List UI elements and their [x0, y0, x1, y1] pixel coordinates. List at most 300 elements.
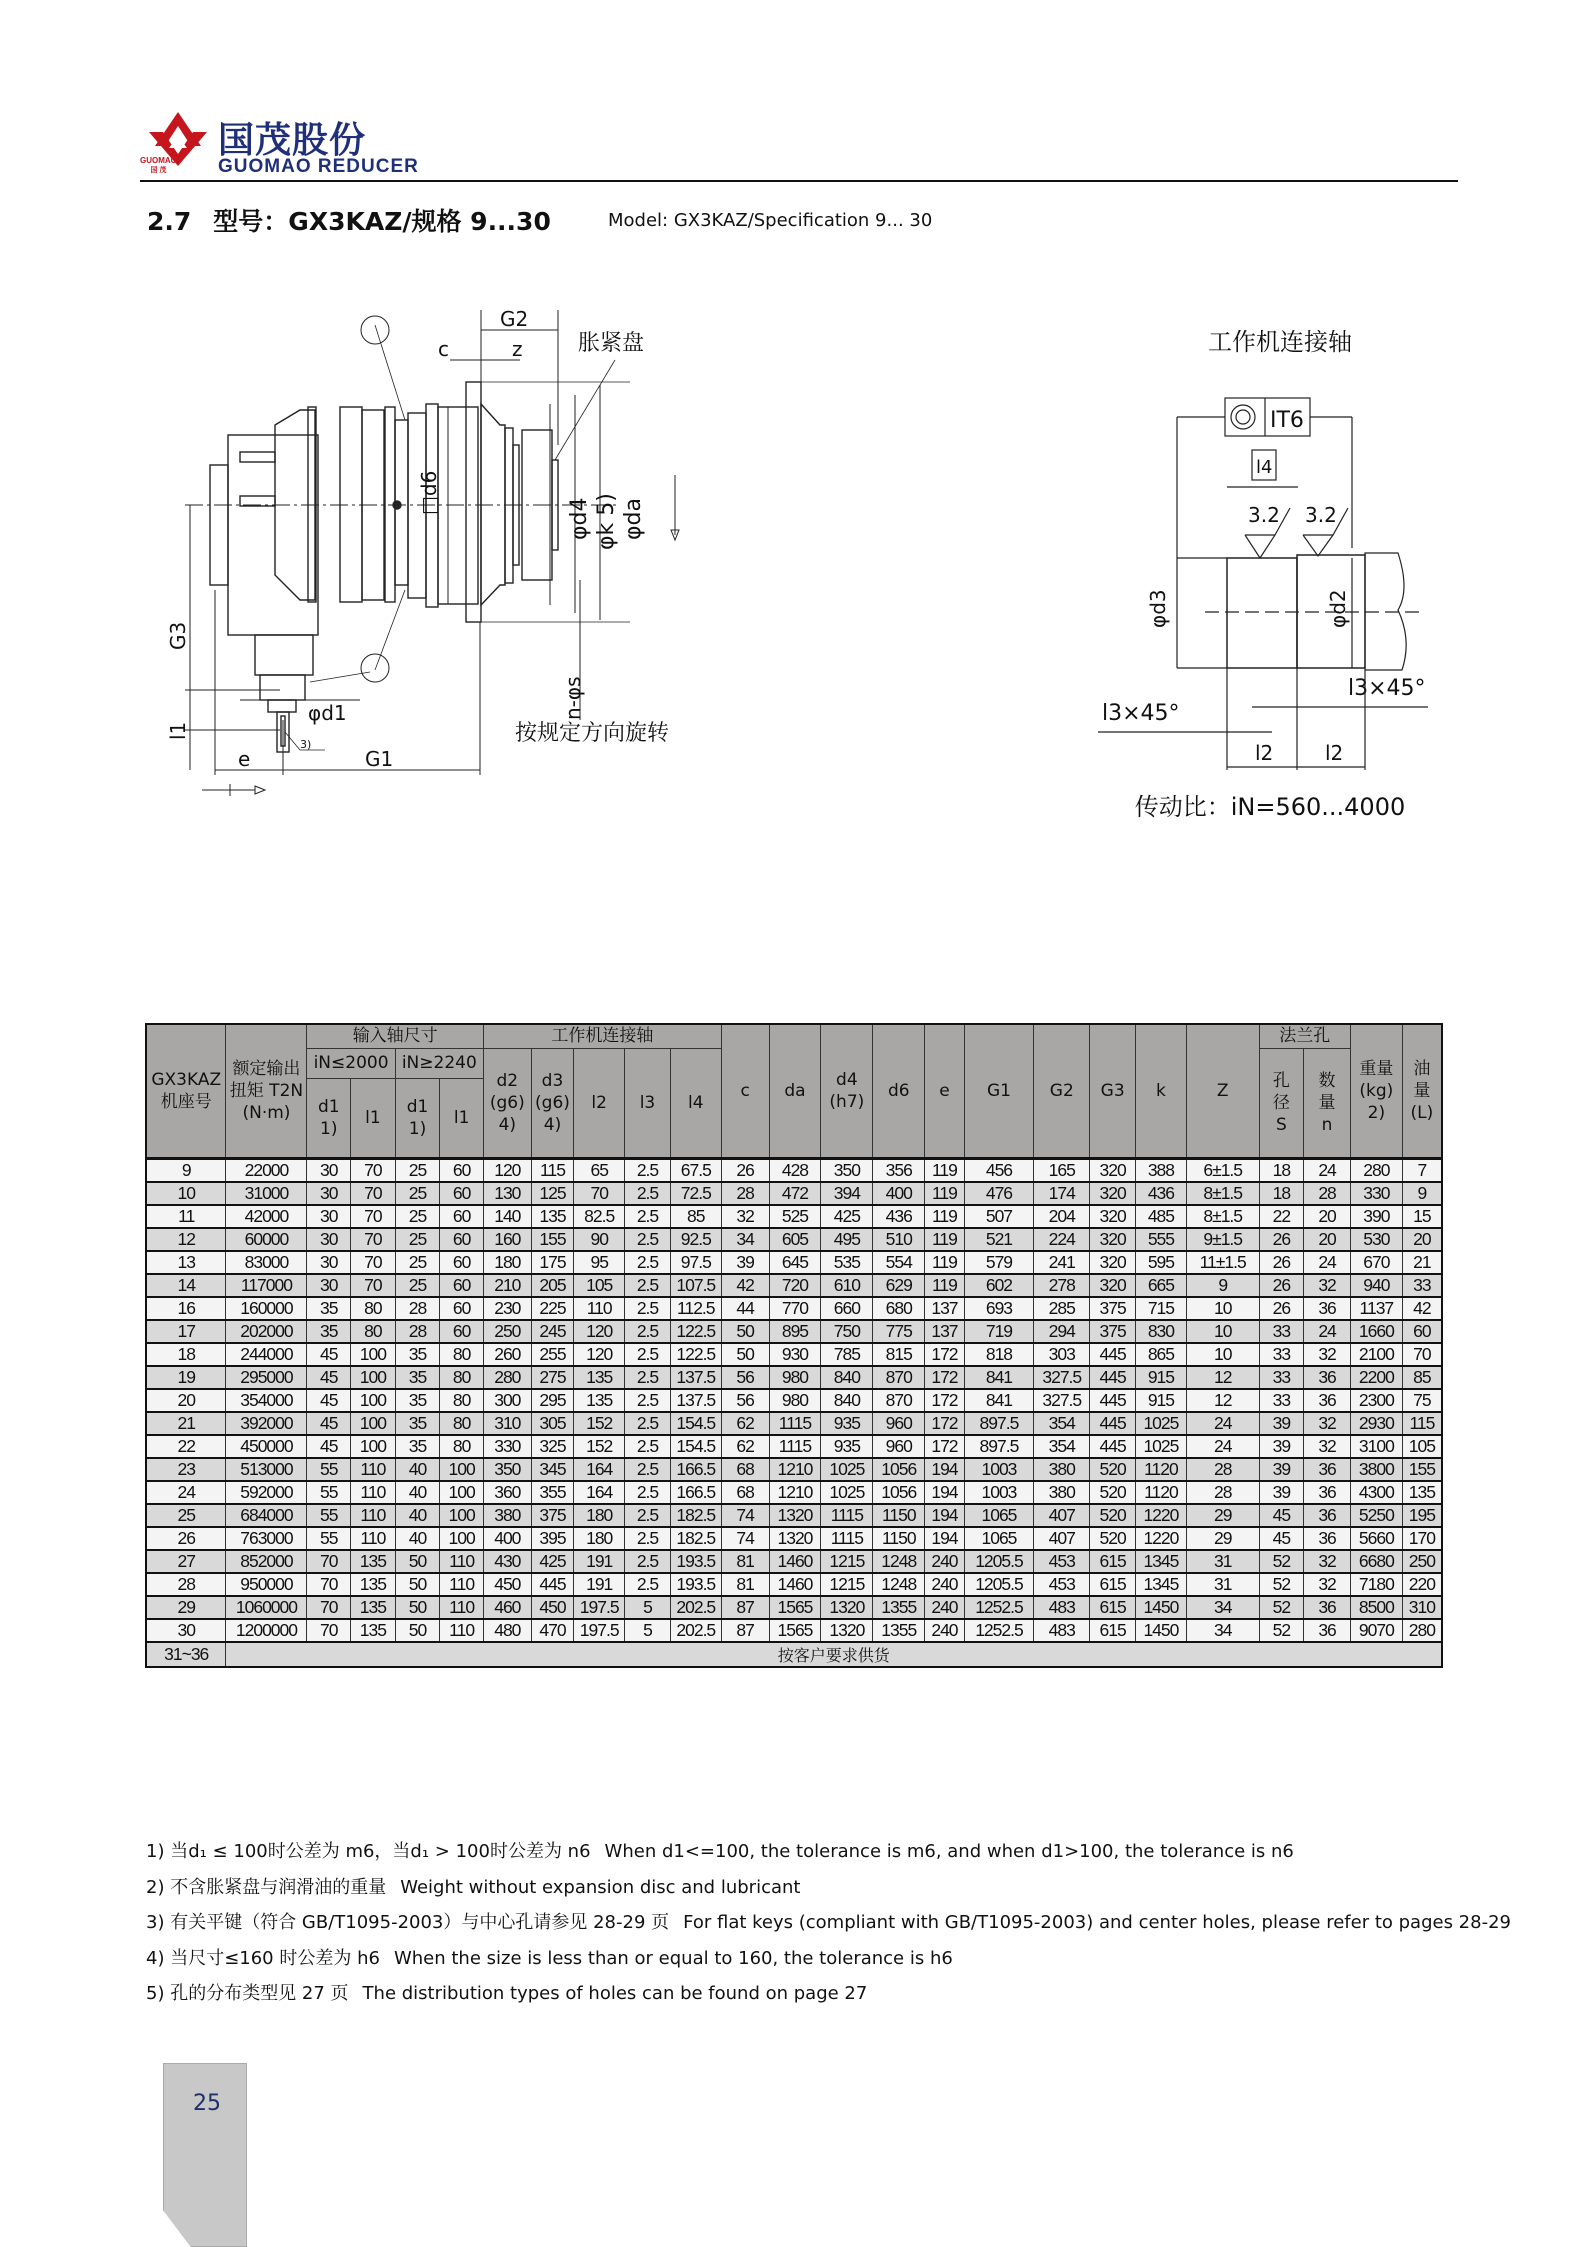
footnote-cn: 4) 当尺寸≤160 时公差为 h6: [146, 1947, 380, 1969]
table-cell: 60: [1402, 1320, 1442, 1343]
table-cell: 32: [1304, 1573, 1351, 1596]
table-cell: 24: [1186, 1435, 1259, 1458]
table-cell: 5: [625, 1596, 671, 1619]
table-cell: 610: [821, 1274, 873, 1297]
table-cell: 280: [483, 1366, 531, 1389]
table-cell: 28: [395, 1297, 440, 1320]
table-row: [146, 1274, 1442, 1297]
table-cell: 1252.5: [964, 1596, 1034, 1619]
table-cell: 172: [925, 1412, 964, 1435]
table-cell: 110: [440, 1550, 484, 1573]
table-cell: 436: [1135, 1182, 1186, 1205]
col-G3: G3: [1090, 1024, 1136, 1158]
table-cell: 770: [769, 1297, 821, 1320]
table-cell: 1460: [769, 1550, 821, 1573]
col-d1-a: d1 1): [307, 1078, 351, 1158]
table-cell: 45: [1259, 1504, 1304, 1527]
table-cell: 830: [1135, 1320, 1186, 1343]
table-cell: 152: [574, 1435, 625, 1458]
table-cell: 665: [1135, 1274, 1186, 1297]
table-cell: 320: [1090, 1205, 1136, 1228]
col-d2: d2 (g6) 4): [483, 1048, 531, 1158]
table-cell: 510: [873, 1228, 925, 1251]
table-cell: 26: [1259, 1251, 1304, 1274]
table-cell: 445: [1090, 1343, 1136, 1366]
table-cell: 55: [307, 1504, 351, 1527]
table-cell: 32: [1304, 1435, 1351, 1458]
table-cell: 2.5: [625, 1550, 671, 1573]
table-cell: 80: [440, 1389, 484, 1412]
table-cell: 90: [574, 1228, 625, 1251]
table-cell: 483: [1034, 1596, 1090, 1619]
table-cell: 7180: [1350, 1573, 1402, 1596]
label-G2: G2: [500, 307, 529, 331]
table-cell: 1115: [821, 1527, 873, 1550]
table-row: [146, 1619, 1442, 1642]
table-cell: 775: [873, 1320, 925, 1343]
table-cell: 172: [925, 1343, 964, 1366]
label-l4: l4: [1256, 457, 1273, 478]
table-cell: 25: [395, 1182, 440, 1205]
col-l2: l2: [574, 1048, 625, 1158]
table-cell: 1060000: [226, 1596, 307, 1619]
footnote-cn: 5) 孔的分布类型见 27 页: [146, 1983, 349, 2004]
table-cell: 425: [821, 1205, 873, 1228]
table-cell: 62: [721, 1412, 769, 1435]
table-cell: 327.5: [1034, 1366, 1090, 1389]
table-cell: 1205.5: [964, 1550, 1034, 1573]
label-G3: G3: [166, 621, 190, 650]
table-cell: 36: [1304, 1366, 1351, 1389]
table-cell: 350: [483, 1458, 531, 1481]
table-cell: 27: [146, 1550, 226, 1573]
table-cell: 240: [925, 1573, 964, 1596]
table-cell: 30: [307, 1158, 351, 1182]
table-cell: 112.5: [670, 1297, 721, 1320]
table-cell: 34: [1186, 1619, 1259, 1642]
table-row: [146, 1435, 1442, 1458]
table-cell: 36: [1304, 1458, 1351, 1481]
table-cell: 52: [1259, 1596, 1304, 1619]
table-cell: 9: [1186, 1274, 1259, 1297]
table-cell: 30: [307, 1182, 351, 1205]
table-cell: 42: [721, 1274, 769, 1297]
table-cell: 7: [1402, 1158, 1442, 1182]
table-cell: 33: [1402, 1274, 1442, 1297]
table-cell: 140: [483, 1205, 531, 1228]
table-cell: 60: [440, 1205, 484, 1228]
table-cell: 841: [964, 1366, 1034, 1389]
roughness-2: 3.2: [1305, 503, 1337, 527]
table-cell: 1003: [964, 1481, 1034, 1504]
table-cell: 26: [1259, 1228, 1304, 1251]
table-cell: 554: [873, 1251, 925, 1274]
table-cell: 2300: [1350, 1389, 1402, 1412]
table-cell: 1065: [964, 1504, 1034, 1527]
label-l2-right: l2: [1325, 741, 1344, 765]
table-cell: 2.5: [625, 1435, 671, 1458]
table-cell: 45: [307, 1343, 351, 1366]
table-cell: 18: [146, 1343, 226, 1366]
table-cell: 8±1.5: [1186, 1182, 1259, 1205]
table-cell: 100: [351, 1343, 396, 1366]
table-cell: 74: [721, 1504, 769, 1527]
table-cell: 445: [1090, 1389, 1136, 1412]
table-cell: 36: [1304, 1297, 1351, 1320]
table-cell: 39: [1259, 1458, 1304, 1481]
table-row: [146, 1504, 1442, 1527]
table-cell: 240: [925, 1596, 964, 1619]
table-cell: 32: [1304, 1274, 1351, 1297]
table-cell: 21: [1402, 1251, 1442, 1274]
table-cell: 895: [769, 1320, 821, 1343]
table-cell: 110: [351, 1458, 396, 1481]
footnote-cn: 2) 不含胀紧盘与润滑油的重量: [146, 1876, 387, 1898]
table-cell: 202000: [226, 1320, 307, 1343]
table-cell: 36: [1304, 1504, 1351, 1527]
table-cell: 1115: [769, 1435, 821, 1458]
table-cell: 164: [574, 1481, 625, 1504]
col-l4: l4: [670, 1048, 721, 1158]
table-cell: 42: [1402, 1297, 1442, 1320]
table-cell: 354: [1034, 1435, 1090, 1458]
table-cell: 120: [574, 1343, 625, 1366]
label-l2-left: l2: [1255, 741, 1274, 765]
table-cell: 35: [395, 1435, 440, 1458]
section-title: [147, 202, 551, 238]
table-cell: 28: [146, 1573, 226, 1596]
table-cell: 660: [821, 1297, 873, 1320]
table-cell: 119: [925, 1274, 964, 1297]
table-cell: 100: [351, 1366, 396, 1389]
table-cell: 4300: [1350, 1481, 1402, 1504]
table-cell: 719: [964, 1320, 1034, 1343]
table-cell: 28: [1304, 1182, 1351, 1205]
table-cell: 400: [873, 1182, 925, 1205]
table-cell: 55: [307, 1458, 351, 1481]
table-cell: 2930: [1350, 1412, 1402, 1435]
transmission-ratio: 传动比：iN=560...4000: [1134, 793, 1406, 821]
label-expansion-disc: 胀紧盘: [578, 331, 645, 356]
table-cell: 100: [440, 1504, 484, 1527]
col-d6: d6: [873, 1024, 925, 1158]
table-cell: 34: [721, 1228, 769, 1251]
table-cell: 172: [925, 1435, 964, 1458]
table-cell: 23: [146, 1458, 226, 1481]
table-cell: 82.5: [574, 1205, 625, 1228]
table-cell: 480: [483, 1619, 531, 1642]
table-cell: 193.5: [670, 1550, 721, 1573]
table-cell: 2.5: [625, 1458, 671, 1481]
table-cell: 356: [873, 1158, 925, 1182]
table-cell: 180: [574, 1527, 625, 1550]
table-cell: 68: [721, 1481, 769, 1504]
table-cell: 35: [395, 1389, 440, 1412]
table-cell: 55: [307, 1527, 351, 1550]
table-cell: 6680: [1350, 1550, 1402, 1573]
table-cell: 137.5: [670, 1389, 721, 1412]
table-cell: 841: [964, 1389, 1034, 1412]
table-cell: 388: [1135, 1158, 1186, 1182]
table-cell: 2.5: [625, 1504, 671, 1527]
table-cell: 330: [483, 1435, 531, 1458]
table-cell: 615: [1090, 1619, 1136, 1642]
table-cell: 85: [1402, 1366, 1442, 1389]
table-cell: 720: [769, 1274, 821, 1297]
table-cell: 29: [1186, 1527, 1259, 1550]
col-c: c: [721, 1024, 769, 1158]
table-cell: 25: [395, 1158, 440, 1182]
table-cell: 70: [351, 1205, 396, 1228]
table-cell: 33: [1259, 1320, 1304, 1343]
table-cell: 115: [1402, 1412, 1442, 1435]
table-cell: 191: [574, 1550, 625, 1573]
table-cell: 28: [1186, 1458, 1259, 1481]
table-cell: 18: [1259, 1158, 1304, 1182]
table-cell: 110: [351, 1504, 396, 1527]
table-cell: 897.5: [964, 1435, 1034, 1458]
footnote-en: Weight without expansion disc and lubricant: [400, 1876, 801, 1898]
table-cell: 125: [531, 1182, 574, 1205]
table-row: [146, 1182, 1442, 1205]
table-cell: 24: [1186, 1412, 1259, 1435]
table-cell: 255: [531, 1343, 574, 1366]
table-cell: 39: [1259, 1435, 1304, 1458]
table-cell: 840: [821, 1366, 873, 1389]
table-cell: 605: [769, 1228, 821, 1251]
table-cell: 45: [307, 1389, 351, 1412]
table-cell: 394: [821, 1182, 873, 1205]
table-cell: 135: [351, 1619, 396, 1642]
table-cell: 375: [531, 1504, 574, 1527]
table-cell: 180: [483, 1251, 531, 1274]
table-cell: 110: [440, 1596, 484, 1619]
table-cell: 152: [574, 1412, 625, 1435]
table-cell: 980: [769, 1366, 821, 1389]
col-torque: 额定输出 扭矩 T2N (N·m): [226, 1024, 307, 1158]
table-cell: 1025: [821, 1481, 873, 1504]
table-cell: 555: [1135, 1228, 1186, 1251]
table-cell: 320: [1090, 1182, 1136, 1205]
table-cell: 119: [925, 1182, 964, 1205]
label-d6: □d6: [417, 470, 441, 515]
table-cell: 763000: [226, 1527, 307, 1550]
table-cell: 520: [1090, 1481, 1136, 1504]
table-cell: 115: [531, 1158, 574, 1182]
table-cell: 32: [721, 1205, 769, 1228]
table-cell: 870: [873, 1389, 925, 1412]
table-cell: 135: [531, 1205, 574, 1228]
table-cell: 870: [873, 1366, 925, 1389]
table-cell: 407: [1034, 1504, 1090, 1527]
table-cell: 430: [483, 1550, 531, 1573]
table-cell: 105: [1402, 1435, 1442, 1458]
table-cell: 852000: [226, 1550, 307, 1573]
roughness-1: 3.2: [1248, 503, 1280, 527]
col-hole-dia: 孔 径 S: [1259, 1048, 1304, 1158]
table-cell: 160: [483, 1228, 531, 1251]
table-cell: 1660: [1350, 1320, 1402, 1343]
table-cell: 31000: [226, 1182, 307, 1205]
custom-text: 按客户要求供货: [226, 1642, 1442, 1667]
label-z: z: [512, 337, 523, 361]
table-cell: 110: [440, 1619, 484, 1642]
table-cell: 60: [440, 1320, 484, 1343]
table-row: [146, 1389, 1442, 1412]
table-cell: 485: [1135, 1205, 1186, 1228]
col-in-ge-2240: iN≥2240: [395, 1048, 483, 1078]
table-cell: 135: [351, 1550, 396, 1573]
table-cell: 19: [146, 1366, 226, 1389]
label-c: c: [438, 337, 449, 361]
table-cell: 194: [925, 1527, 964, 1550]
table-cell: 137.5: [670, 1366, 721, 1389]
table-cell: 2.5: [625, 1527, 671, 1550]
table-cell: 182.5: [670, 1527, 721, 1550]
table-cell: 320: [1090, 1158, 1136, 1182]
table-cell: 530: [1350, 1228, 1402, 1251]
table-cell: 250: [483, 1320, 531, 1343]
footnote: [146, 1941, 1511, 1977]
table-cell: 137: [925, 1320, 964, 1343]
footnote-en: When the size is less than or equal to 160, the tolerance is h6: [393, 1947, 953, 1969]
custom-model: 31~36: [146, 1642, 226, 1667]
table-cell: 13: [146, 1251, 226, 1274]
table-cell: 476: [964, 1182, 1034, 1205]
table-cell: 39: [1259, 1412, 1304, 1435]
table-cell: 55: [307, 1481, 351, 1504]
table-cell: 592000: [226, 1481, 307, 1504]
table-cell: 25: [395, 1205, 440, 1228]
table-cell: 25: [395, 1251, 440, 1274]
table-cell: 354: [1034, 1412, 1090, 1435]
table-row: [146, 1596, 1442, 1619]
table-cell: 2.5: [625, 1481, 671, 1504]
table-cell: 1115: [821, 1504, 873, 1527]
table-cell: 26: [1259, 1274, 1304, 1297]
table-cell: 155: [1402, 1458, 1442, 1481]
table-cell: 68: [721, 1458, 769, 1481]
footnote-en: The distribution types of holes can be found on page 27: [362, 1983, 868, 2004]
table-cell: 95: [574, 1251, 625, 1274]
table-cell: 56: [721, 1366, 769, 1389]
table-cell: 1565: [769, 1596, 821, 1619]
table-cell: 5250: [1350, 1504, 1402, 1527]
table-cell: 135: [574, 1366, 625, 1389]
table-cell: 470: [531, 1619, 574, 1642]
table-cell: 14: [146, 1274, 226, 1297]
table-body: [146, 1158, 1442, 1667]
table-cell: 1215: [821, 1550, 873, 1573]
table-cell: 60: [440, 1251, 484, 1274]
table-row: [146, 1573, 1442, 1596]
table-cell: 950000: [226, 1573, 307, 1596]
table-cell: 2.5: [625, 1228, 671, 1251]
table-cell: 453: [1034, 1573, 1090, 1596]
table-row: [146, 1343, 1442, 1366]
table-cell: 16: [146, 1297, 226, 1320]
table-cell: 70: [307, 1573, 351, 1596]
col-l3: l3: [625, 1048, 671, 1158]
table-cell: 202.5: [670, 1596, 721, 1619]
table-cell: 135: [574, 1389, 625, 1412]
table-cell: 2.5: [625, 1182, 671, 1205]
table-cell: 30: [146, 1619, 226, 1642]
table-cell: 520: [1090, 1458, 1136, 1481]
label-rotation: 按规定方向旋转: [515, 721, 670, 746]
table-cell: 425: [531, 1550, 574, 1573]
table-cell: 194: [925, 1458, 964, 1481]
table-cell: 29: [146, 1596, 226, 1619]
table-cell: 24: [1304, 1251, 1351, 1274]
table-cell: 204: [1034, 1205, 1090, 1228]
footnote: [146, 1870, 1511, 1906]
table-cell: 25: [146, 1504, 226, 1527]
table-cell: 9: [1402, 1182, 1442, 1205]
table-cell: 117000: [226, 1274, 307, 1297]
table-cell: 50: [395, 1596, 440, 1619]
table-cell: 1200000: [226, 1619, 307, 1642]
table-cell: 120: [483, 1158, 531, 1182]
table-cell: 1320: [769, 1527, 821, 1550]
footnote-cn: 3) 有关平键（符合 GB/T1095-2003）与中心孔请参见 28-29 页: [146, 1912, 670, 1933]
table-cell: 453: [1034, 1550, 1090, 1573]
table-cell: 30: [307, 1274, 351, 1297]
table-cell: 25: [395, 1228, 440, 1251]
footnote-en: For flat keys (compliant with GB/T1095-2003) and center holes, please refer to pages 28-29: [683, 1912, 1511, 1933]
table-cell: 87: [721, 1619, 769, 1642]
table-cell: 70: [351, 1251, 396, 1274]
col-l1-a: l1: [351, 1078, 396, 1158]
table-cell: 360: [483, 1481, 531, 1504]
table-cell: 20: [1402, 1228, 1442, 1251]
table-cell: 75: [1402, 1389, 1442, 1412]
table-cell: 303: [1034, 1343, 1090, 1366]
table-cell: 2.5: [625, 1274, 671, 1297]
table-cell: 693: [964, 1297, 1034, 1320]
table-cell: 26: [721, 1158, 769, 1182]
table-cell: 130: [483, 1182, 531, 1205]
table-cell: 935: [821, 1412, 873, 1435]
table-cell: 1210: [769, 1481, 821, 1504]
table-cell: 100: [351, 1412, 396, 1435]
table-cell: 45: [1259, 1527, 1304, 1550]
table-cell: 83000: [226, 1251, 307, 1274]
table-cell: 1220: [1135, 1504, 1186, 1527]
table-cell: 280: [1402, 1619, 1442, 1642]
table-cell: 2.5: [625, 1158, 671, 1182]
table-row: [146, 1366, 1442, 1389]
table-cell: 12: [146, 1228, 226, 1251]
table-cell: 11: [146, 1205, 226, 1228]
table-row: [146, 1158, 1442, 1182]
table-cell: 60: [440, 1274, 484, 1297]
input-cover: [210, 465, 228, 585]
table-cell: 85: [670, 1205, 721, 1228]
table-cell: 380: [1034, 1458, 1090, 1481]
table-cell: 1025: [821, 1458, 873, 1481]
table-cell: 45: [307, 1435, 351, 1458]
table-cell: 5: [625, 1619, 671, 1642]
table-cell: 294: [1034, 1320, 1090, 1343]
table-cell: 70: [351, 1182, 396, 1205]
table-cell: 24: [1304, 1320, 1351, 1343]
table-cell: 194: [925, 1481, 964, 1504]
table-cell: 602: [964, 1274, 1034, 1297]
label-e: e: [238, 747, 251, 771]
table-cell: 174: [1034, 1182, 1090, 1205]
table-cell: 1355: [873, 1619, 925, 1642]
